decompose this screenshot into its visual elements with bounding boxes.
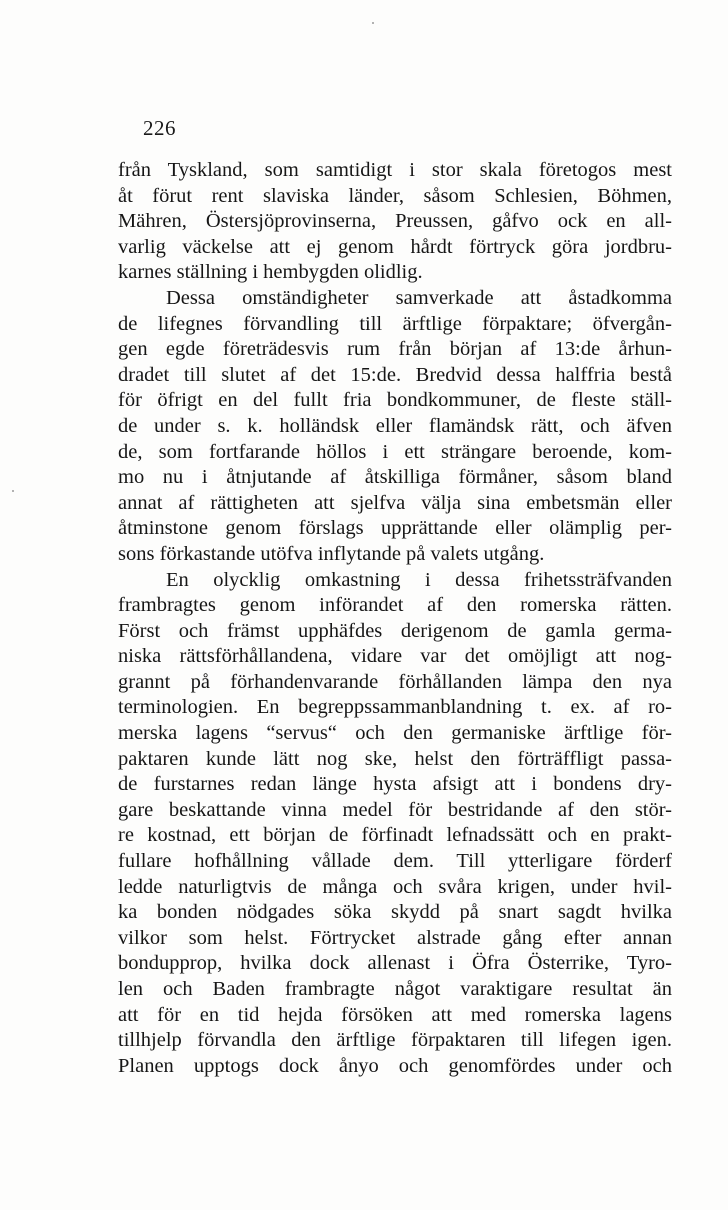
text-line: Dessa omständigheter samverkade att åstadkomma	[166, 286, 672, 309]
paper-speck	[372, 22, 374, 24]
text-line: från Tyskland, som samtidigt i stor skala företogos mest	[118, 159, 672, 181]
text-line: vilkor som helst. Förtrycket alstrade gång efter annan	[118, 926, 672, 949]
text-line: tillhjelp förvandla den ärftlige förpaktaren till lifegen igen.	[118, 1029, 672, 1052]
text-line: Planen upptogs dock ånyo och genomfördes under och	[118, 1054, 672, 1077]
text-line: frambragtes genom införandet af den romerska rätten.	[118, 594, 672, 617]
text-line: de, som fortfarande höllos i ett strängare beroende, kom-	[118, 440, 672, 463]
text-line: de lifegnes förvandling till ärftlige förpaktare; öfvergån-	[118, 312, 672, 335]
text-line: varlig väckelse att ej genom hårdt förtryck göra jordbru-	[118, 235, 672, 258]
text-line: mo nu i åtnjutande af åtskilliga förmåner, såsom bland	[118, 466, 672, 489]
text-line: niska rättsförhållandena, vidare var det omöjligt att nog-	[118, 645, 672, 668]
text-line: ka bonden nödgades söka skydd på snart sagdt hvilka	[118, 901, 672, 924]
text-line: En olycklig omkastning i dessa frihetssträfvanden	[166, 568, 672, 591]
text-line: sons förkastande utöfva inflytande på valets utgång.	[118, 542, 545, 565]
text-line: re kostnad, ett början de förfinadt lefnadssätt och en prakt-	[118, 824, 672, 847]
text-line: annat af rättigheten att sjelfva välja sina embetsmän eller	[118, 491, 672, 514]
text-line: åtminstone genom förslags upprättande eller olämplig per-	[118, 517, 672, 540]
text-line: Först och främst upphäfdes derigenom de gamla germa-	[118, 619, 672, 642]
text-line: de under s. k. holländsk eller flamändsk rätt, och äfven	[118, 414, 672, 437]
text-line: att för en tid hejda försöken att med romerska lagens	[118, 1003, 672, 1026]
text-line: Mähren, Östersjöprovinserna, Preussen, gåfvo ock en all-	[118, 210, 672, 233]
text-line: terminologien. En begreppssammanblandning t. ex. af ro-	[118, 696, 672, 719]
text-line: gen egde företrädesvis rum från början af 13:de århun-	[118, 338, 672, 361]
text-line: len och Baden frambragte något varaktigare resultat än	[118, 978, 672, 1000]
text-line: för öfrigt en del fullt fria bondkommuner, de fleste ställ-	[118, 389, 672, 412]
text-line: gare beskattande vinna medel för bestridande af den stör-	[118, 798, 672, 821]
text-line: de furstarnes redan länge hysta afsigt att i bondens dry-	[118, 773, 672, 796]
text-line: karnes ställning i hembygden olidlig.	[118, 261, 423, 284]
text-line: åt förut rent slaviska länder, såsom Schlesien, Böhmen,	[118, 184, 672, 207]
text-line: dradet till slutet af det 15:de. Bredvid dessa halffria bestå	[118, 363, 672, 386]
text-line: paktaren kunde lätt nog ske, helst den förträffligt passa-	[118, 747, 672, 770]
text-line: bondupprор, hvilka dock allenast i Öfra Österrike, Tyro-	[118, 952, 672, 975]
page-number: 226	[143, 116, 176, 140]
text-line: grannt på förhandenvarande förhållanden lämpa den nya	[118, 670, 672, 693]
text-line: merska lagens “servus“ och den germaniske ärftlige för-	[118, 722, 672, 745]
body-text	[118, 158, 672, 1079]
paper-speck	[12, 490, 14, 492]
text-line: ledde naturligtvis de många och svåra krigen, under hvil-	[118, 875, 672, 898]
text-line: fullare hofhållning vållade dem. Till ytterligare förderf	[118, 850, 672, 873]
